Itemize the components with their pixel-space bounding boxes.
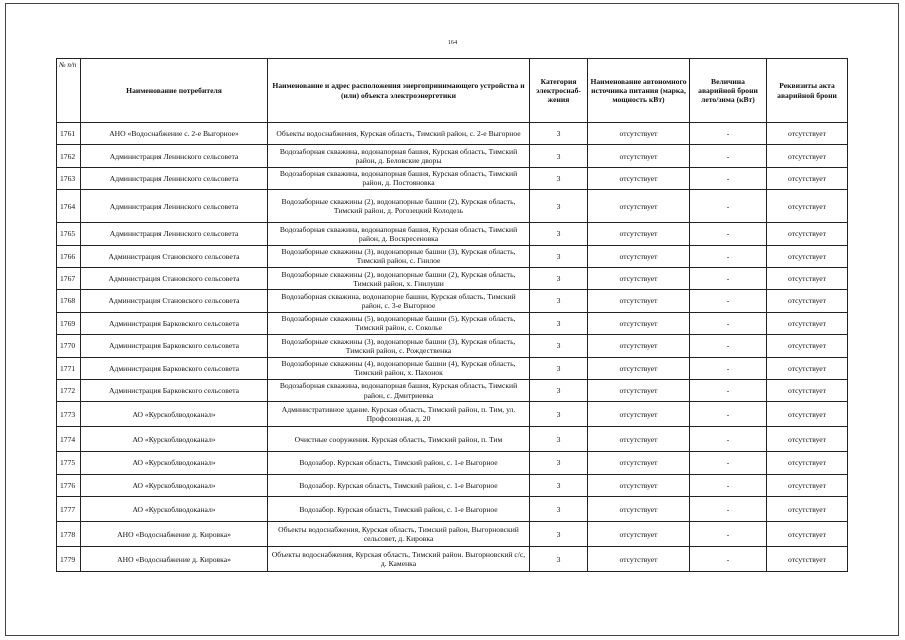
- cell-object: Объекты водоснабжения, Курская область, Тимский район. Выгорновский с/с, д. Каменка: [268, 547, 530, 572]
- cell-num: 1762: [57, 145, 81, 167]
- cell-category: 3: [530, 267, 588, 289]
- cell-category: 3: [530, 167, 588, 189]
- table-row: [57, 452, 848, 474]
- cell-consumer: АО «Курскоблводоканал»: [81, 497, 268, 522]
- table-row: [57, 145, 848, 167]
- cell-act: отсутствует: [767, 223, 848, 245]
- cell-source: отсутствует: [588, 474, 690, 496]
- cell-act: отсутствует: [767, 290, 848, 312]
- cell-source: отсутствует: [588, 379, 690, 401]
- table-row: [57, 123, 848, 145]
- cell-object: Водозаборные скважины (4), водонапорные башни (4), Курская область, Тимский район, х. Пахонок: [268, 357, 530, 379]
- cell-reserve: -: [690, 145, 767, 167]
- cell-num: 1768: [57, 290, 81, 312]
- cell-object: Очистные сооружения. Курская область, Тимский район, п. Тим: [268, 427, 530, 452]
- cell-reserve: -: [690, 452, 767, 474]
- cell-category: 3: [530, 497, 588, 522]
- cell-act: отсутствует: [767, 267, 848, 289]
- cell-object: Объекты водоснабжения, Курская область, Тимский район, Выгорновский сельсовет, д. Кировка: [268, 522, 530, 547]
- table-row: [57, 474, 848, 496]
- table-row: [57, 267, 848, 289]
- cell-consumer: АНО «Водоснабжение с. 2-е Выгорное»: [81, 123, 268, 145]
- cell-reserve: -: [690, 547, 767, 572]
- cell-category: 3: [530, 145, 588, 167]
- page-number: 164: [447, 40, 458, 46]
- cell-category: 3: [530, 547, 588, 572]
- header-object: Наименование и адрес расположения энергопринимающего устройства и (или) объекта электроэнергетики: [268, 59, 530, 123]
- cell-category: 3: [530, 290, 588, 312]
- cell-reserve: -: [690, 474, 767, 496]
- cell-object: Водозаборная скважина, водонапорная башня, Курская область, Тимский район, д. Воскресеновка: [268, 223, 530, 245]
- cell-act: отсутствует: [767, 335, 848, 357]
- cell-reserve: -: [690, 357, 767, 379]
- cell-act: отсутствует: [767, 497, 848, 522]
- cell-object: Водозаборная скважина, водонапорная башня, Курская область, Тимский район, д. Беловские дворы: [268, 145, 530, 167]
- cell-num: 1779: [57, 547, 81, 572]
- cell-consumer: Администрация Ленинского сельсовета: [81, 167, 268, 189]
- table-header-row: [57, 59, 848, 123]
- cell-object: Административное здание. Курская область, Тимский район, п. Тим, ул. Профсоюзная, д. 20: [268, 402, 530, 427]
- cell-object: Водозаборные скважины (5), водонапорные башни (5), Курская область, Тимский район, с. Соколье: [268, 312, 530, 334]
- cell-consumer: АО «Курскоблводоканал»: [81, 402, 268, 427]
- cell-category: 3: [530, 245, 588, 267]
- cell-reserve: -: [690, 290, 767, 312]
- cell-act: отсутствует: [767, 474, 848, 496]
- cell-reserve: -: [690, 522, 767, 547]
- emergency-reserve-table: [56, 58, 848, 572]
- cell-object: Водозаборная скважина, водонапорная башня, Курская область, Тимский район, с. Дмитриевка: [268, 379, 530, 401]
- cell-source: отсутствует: [588, 267, 690, 289]
- cell-category: 3: [530, 312, 588, 334]
- header-consumer: Наименование потребителя: [81, 59, 268, 123]
- cell-reserve: -: [690, 312, 767, 334]
- cell-consumer: АНО «Водоснабжение д. Кировка»: [81, 522, 268, 547]
- cell-reserve: -: [690, 267, 767, 289]
- cell-reserve: -: [690, 335, 767, 357]
- cell-source: отсутствует: [588, 497, 690, 522]
- table-row: [57, 290, 848, 312]
- cell-num: 1774: [57, 427, 81, 452]
- cell-object: Водозаборные скважины (3), водонапорные башни (3), Курская область, Тимский район, с. Рождественка: [268, 335, 530, 357]
- cell-source: отсутствует: [588, 290, 690, 312]
- cell-num: 1775: [57, 452, 81, 474]
- cell-category: 3: [530, 522, 588, 547]
- cell-source: отсутствует: [588, 245, 690, 267]
- cell-consumer: АО «Курскоблводоканал»: [81, 427, 268, 452]
- cell-source: отсутствует: [588, 145, 690, 167]
- cell-reserve: -: [690, 123, 767, 145]
- table-row: [57, 335, 848, 357]
- cell-category: 3: [530, 402, 588, 427]
- cell-act: отсутствует: [767, 245, 848, 267]
- cell-source: отсутствует: [588, 167, 690, 189]
- cell-num: 1763: [57, 167, 81, 189]
- cell-category: 3: [530, 223, 588, 245]
- cell-consumer: Администрация Становского сельсовета: [81, 290, 268, 312]
- cell-consumer: Администрация Барковского сельсовета: [81, 335, 268, 357]
- cell-num: 1767: [57, 267, 81, 289]
- table-row: [57, 167, 848, 189]
- table-row: [57, 427, 848, 452]
- cell-num: 1770: [57, 335, 81, 357]
- cell-act: отсутствует: [767, 547, 848, 572]
- cell-reserve: -: [690, 402, 767, 427]
- cell-act: отсутствует: [767, 312, 848, 334]
- cell-act: отсутствует: [767, 427, 848, 452]
- cell-category: 3: [530, 474, 588, 496]
- cell-act: отсутствует: [767, 145, 848, 167]
- cell-object: Водозаборные скважины (2), водонапорные башни (2), Курская область, Тимский район, х. Гнилуши: [268, 267, 530, 289]
- cell-num: 1773: [57, 402, 81, 427]
- header-reserve: Величина аварийной брони лето/зима (кВт): [690, 59, 767, 123]
- header-num: № п/п: [57, 59, 81, 123]
- cell-consumer: Администрация Ленинского сельсовета: [81, 145, 268, 167]
- table-row: [57, 223, 848, 245]
- cell-source: отсутствует: [588, 190, 690, 223]
- cell-reserve: -: [690, 245, 767, 267]
- cell-source: отсутствует: [588, 522, 690, 547]
- header-category: Категория электроснаб-жения: [530, 59, 588, 123]
- cell-act: отсутствует: [767, 452, 848, 474]
- cell-object: Водозабор. Курская область, Тимский район, с. 1-е Выгорное: [268, 474, 530, 496]
- cell-reserve: -: [690, 167, 767, 189]
- cell-act: отсутствует: [767, 123, 848, 145]
- cell-num: 1764: [57, 190, 81, 223]
- cell-consumer: Администрация Становского сельсовета: [81, 245, 268, 267]
- cell-reserve: -: [690, 497, 767, 522]
- cell-object: Водозаборная скважина, водонапорне башни, Курская область, Тимский район, с. 3-е Выгорное: [268, 290, 530, 312]
- cell-source: отсутствует: [588, 335, 690, 357]
- table-row: [57, 522, 848, 547]
- cell-act: отсутствует: [767, 190, 848, 223]
- cell-act: отсутствует: [767, 402, 848, 427]
- table-row: [57, 357, 848, 379]
- cell-source: отсутствует: [588, 223, 690, 245]
- cell-consumer: Администрация Барковского сельсовета: [81, 379, 268, 401]
- cell-num: 1761: [57, 123, 81, 145]
- cell-source: отсутствует: [588, 123, 690, 145]
- cell-consumer: Администрация Становского сельсовета: [81, 267, 268, 289]
- cell-num: 1772: [57, 379, 81, 401]
- cell-category: 3: [530, 427, 588, 452]
- cell-object: Водозаборные скважины (3), водонапорные башни (3), Курская область, Тимский район, с. Гнилое: [268, 245, 530, 267]
- cell-consumer: АНО «Водоснабжение д. Кировка»: [81, 547, 268, 572]
- cell-object: Объекты водоснабжения, Курская область, Тимский район, с. 2-е Выгорное: [268, 123, 530, 145]
- cell-source: отсутствует: [588, 427, 690, 452]
- cell-act: отсутствует: [767, 357, 848, 379]
- cell-consumer: АО «Курскоблводоканал»: [81, 452, 268, 474]
- cell-reserve: -: [690, 427, 767, 452]
- cell-num: 1765: [57, 223, 81, 245]
- cell-object: Водозабор. Курская область, Тимский район, с. 1-е Выгорное: [268, 452, 530, 474]
- table-row: [57, 312, 848, 334]
- cell-category: 3: [530, 379, 588, 401]
- header-act: Реквизиты акта аварийной брони: [767, 59, 848, 123]
- cell-object: Водозабор. Курская область, Тимский район, с. 1-е Выгорное: [268, 497, 530, 522]
- cell-source: отсутствует: [588, 547, 690, 572]
- table-row: [57, 190, 848, 223]
- cell-num: 1769: [57, 312, 81, 334]
- cell-category: 3: [530, 190, 588, 223]
- cell-object: Водозаборные скважины (2), водонапорные башни (2), Курская область, Тимский район, д. Рогозецкий Колодезь: [268, 190, 530, 223]
- cell-reserve: -: [690, 190, 767, 223]
- table-row: [57, 547, 848, 572]
- cell-act: отсутствует: [767, 167, 848, 189]
- table-row: [57, 497, 848, 522]
- cell-category: 3: [530, 335, 588, 357]
- table-row: [57, 379, 848, 401]
- cell-category: 3: [530, 452, 588, 474]
- cell-consumer: Администрация Барковского сельсовета: [81, 312, 268, 334]
- cell-consumer: АО «Курскоблводоканал»: [81, 474, 268, 496]
- cell-category: 3: [530, 357, 588, 379]
- table-row: [57, 245, 848, 267]
- cell-reserve: -: [690, 223, 767, 245]
- cell-source: отсутствует: [588, 452, 690, 474]
- table-row: [57, 402, 848, 427]
- cell-consumer: Администрация Ленинского сельсовета: [81, 223, 268, 245]
- cell-act: отсутствует: [767, 379, 848, 401]
- cell-source: отсутствует: [588, 402, 690, 427]
- cell-num: 1771: [57, 357, 81, 379]
- cell-object: Водозаборная скважина, водонапорная башня, Курская область, Тимский район, д. Постояновка: [268, 167, 530, 189]
- cell-reserve: -: [690, 379, 767, 401]
- cell-category: 3: [530, 123, 588, 145]
- cell-num: 1776: [57, 474, 81, 496]
- cell-consumer: Администрация Ленинского сельсовета: [81, 190, 268, 223]
- cell-source: отсутствует: [588, 312, 690, 334]
- cell-num: 1777: [57, 497, 81, 522]
- cell-num: 1766: [57, 245, 81, 267]
- cell-consumer: Администрация Барковского сельсовета: [81, 357, 268, 379]
- cell-source: отсутствует: [588, 357, 690, 379]
- cell-act: отсутствует: [767, 522, 848, 547]
- cell-num: 1778: [57, 522, 81, 547]
- header-source: Наименование автономного источника питания (марка, мощность кВт): [588, 59, 690, 123]
